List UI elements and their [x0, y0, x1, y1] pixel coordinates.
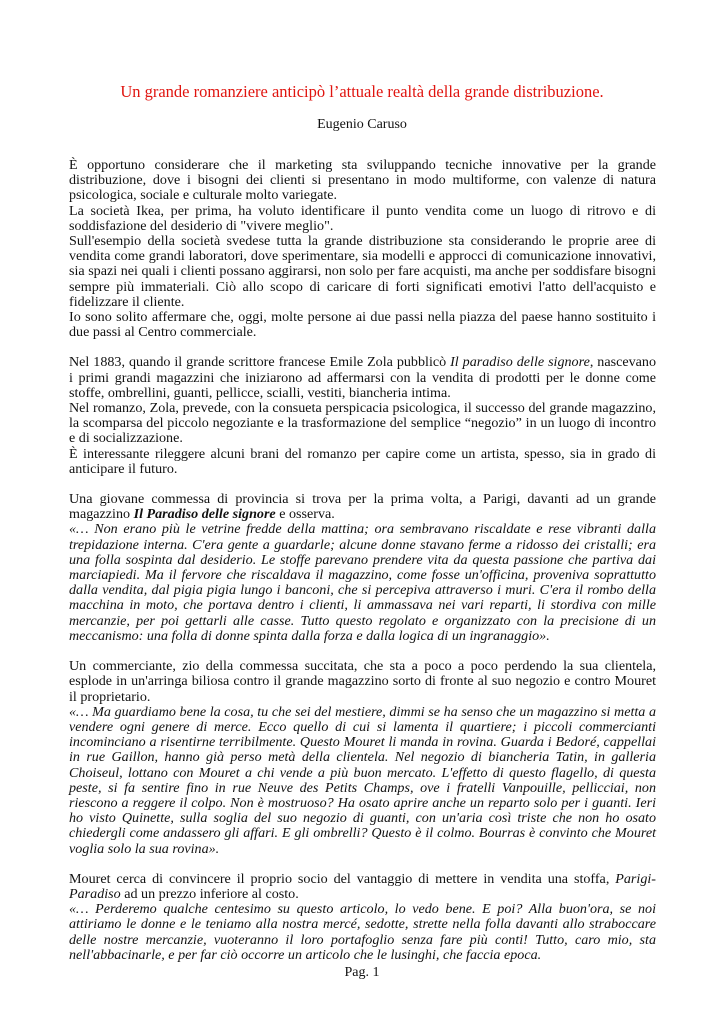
- book-title: Il paradiso delle signore: [450, 354, 590, 371]
- page-number: Pag. 1: [344, 965, 380, 980]
- paragraph: La società Ikea, per prima, ha voluto identificare il punto vendita come un luogo di ritrovo e di soddisfazione del desiderio di "vivere meglio".: [69, 202, 656, 234]
- author-name: Eugenio Caruso: [317, 117, 407, 132]
- paragraph: [69, 492, 656, 522]
- fabric-name: Parigi-Paradiso: [69, 870, 656, 902]
- paragraph-gap: [69, 857, 656, 872]
- text-run: Una giovane commessa di provincia si trova per la prima volta, a Parigi, davanti ad un grande magazzino: [69, 491, 656, 523]
- text-run: ad un prezzo inferiore al costo.: [120, 885, 299, 902]
- paragraph: Io sono solito affermare che, oggi, molte persone ai due passi nella piazza del paese hanno sostituito i due passi al Centro commerciale.: [69, 309, 656, 341]
- article-body: [69, 158, 656, 963]
- paragraph: È opportuno considerare che il marketing sta sviluppando tecniche innovative per la grande distribuzione, dove i bisogni dei clienti si presentano in modo multiforme, con valenze di natura psicologica, sociale e culturale molto variegate.: [69, 157, 656, 204]
- text-run: e osserva.: [275, 506, 335, 523]
- paragraph-gap: [69, 477, 656, 492]
- quote: «… Perderemo qualche centesimo su questo articolo, lo vedo bene. E poi? Alla buon'ora, se noi attiriamo le donne e le teniamo alla nostra mercé, sedotte, strette nella folla davanti allo straboccare delle nostre mercanzie, vuoteranno il loro portafoglio senza fare più conti! Tutto, caro mio, sta nell'abbacinarle, e per far ciò occorre un articolo che le lusinghi, che faccia epoca.: [69, 901, 656, 963]
- paragraph: È interessante rileggere alcuni brani del romanzo per capire come un artista, spesso, sia in grado di anticipare il futuro.: [69, 445, 656, 477]
- paragraph: [69, 872, 656, 902]
- paragraph: Sull'esempio della società svedese tutta la grande distribuzione sta considerando le proprie aree di vendita come grandi laboratori, dove sperimentare, sia modelli e approcci di comunicazione innovativi, sia spazi nei quali i clienti possano aggirarsi, non solo per fare acquisti, ma anche per soddisfare bisogni sempre più immateriali. Ciò allo scopo di caricare di forti significati emotivi l'atto dell'acquisto e fidelizzare il cliente.: [69, 233, 656, 310]
- paragraph-gap: [69, 644, 656, 659]
- paragraph: Nel romanzo, Zola, prevede, con la consueta perspicacia psicologica, il successo del grande magazzino, la scomparsa del piccolo negoziante e la trasformazione del semplice “negozio” in un luogo di incontro e di socializzazione.: [69, 400, 656, 447]
- paragraph: Un commerciante, zio della commessa succitata, che sta a poco a poco perdendo la sua clientela, esplode in un'arringa biliosa contro il grande magazzino sorto di fronte al suo negozio e contro Mouret il proprietario.: [69, 658, 656, 705]
- text-run: , nascevano i primi grandi magazzini che iniziarono ad affermarsi con la vendita di prodotti per le donne come stoffe, ombrellini, guanti, pellicce, scialli, vestiti, biancheria intima.: [69, 354, 656, 401]
- quote: «… Ma guardiamo bene la cosa, tu che sei del mestiere, dimmi se ha senso che un magazzino si metta a vendere ogni genere di merce. Ecco quello di cui si lamenta il quartiere; i piccoli commercianti incominciano a risentirne terribilmente. Questo Mouret li manda in rovina. Guarda i Bedoré, cappellai in rue Gaillon, hanno già perso metà della clientela. Nel negozio di biancheria Tatin, in galleria Choiseul, lottano con Mouret a chi vende a più buon mercato. L'effetto di questo flagello, di questa peste, si fa sentire fino in rue Neuve des Petits Champs, ove i fratelli Vanpouille, pellicciai, non riescono a reggere il colpo. Non è mostruoso? Ha osato aprire anche un reparto solo per i guanti. Ieri ho visto Quinette, sulla soglia del suo negozio di guanti, con un'aria così triste che non ho osato chiedergli come andassero gli affari. E gli ombrelli? Questo è il colmo. Bourras è convinto che Mouret voglia solo la sua rovina».: [69, 703, 656, 857]
- text-run: Nel 1883, quando il grande scrittore francese Emile Zola pubblicò: [69, 354, 451, 371]
- text-run: Mouret cerca di convincere il proprio socio del vantaggio di mettere in vendita una stoffa,: [69, 870, 616, 887]
- document-title: Un grande romanziere anticipò l’attuale realtà della grande distribuzione.: [120, 82, 604, 101]
- paragraph: [69, 355, 656, 401]
- store-name: Il Paradiso delle signore: [133, 506, 276, 523]
- quote: «… Non erano più le vetrine fredde della mattina; ora sembravano riscaldate e rese vibranti dalla trepidazione interna. C'era gente a guardarle; alcune donne stavano ferme a ridosso dei cristalli; era una folla sospinta dal desiderio. Le stoffe parevano prendere vita da questa passione che partiva dai marciapiedi. Ma il fervore che riscaldava il magazzino, come fosse un'officina, proveniva soprattutto dalla vendita, dal pigia pigia lungo i banconi, che si percepiva attraverso i muri. C'era il rombo della macchina in moto, che portava dentro i clienti, li ammassava nei vari reparti, li stordiva con mille mercanzie, per poi gettarli alle casse. Tutto questo regolato e organizzato con la precisione di un meccanismo: una folla di donne spinta dalla forza e dalla logica di un ingranaggio».: [69, 521, 656, 644]
- paragraph-gap: [69, 340, 656, 355]
